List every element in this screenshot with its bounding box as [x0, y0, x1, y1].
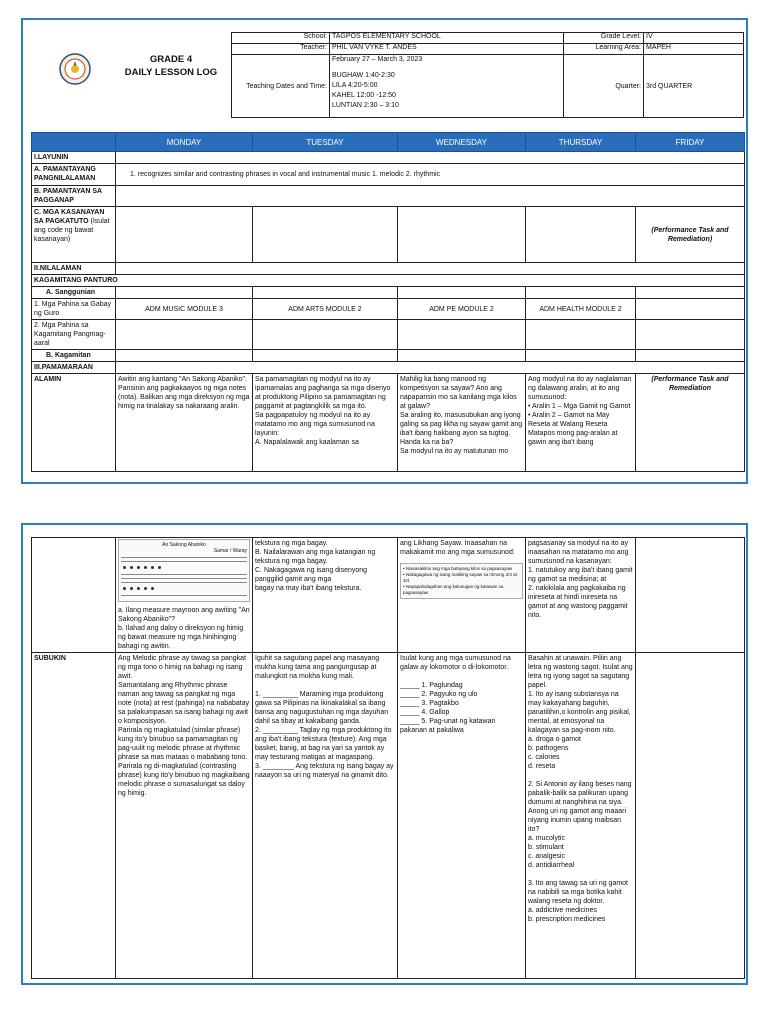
teacher-label: Teacher:	[232, 44, 330, 55]
song-credit: Samar / Waray	[213, 548, 247, 554]
row-sanggunian: A. Sanggunian	[32, 287, 116, 299]
school-label: School:	[232, 33, 330, 44]
music-staff	[121, 557, 247, 596]
quarter-label: Quarter:	[564, 55, 644, 118]
continued-wednesday-text: ang Likhang Sayaw. Inaasahan na makakamit mo ang mga sumusunod:	[400, 540, 515, 556]
continued-friday	[636, 538, 745, 653]
day-wednesday: WEDNESDAY	[398, 133, 526, 152]
module-health: ADM HEALTH MODULE 2	[526, 299, 636, 320]
objective-item: • Napapahalagahan ang kalusugan ng katawan sa pagsasayaw	[403, 584, 504, 595]
lesson-table	[31, 132, 745, 472]
learning-area-label: Learning Area:	[564, 44, 644, 55]
continued-tuesday: tekstura ng mga bagay. B. Nailalarawan ang mga katangian ng tekstura ng mga bagay. C. Nakagagawa ng isang disenyong panggilid gamit ang mga bagay na may iba't ibang tekstura.	[253, 538, 398, 653]
day-tuesday: TUESDAY	[253, 133, 398, 152]
teacher-value: PHIL VAN VYKE T. ANDES	[330, 44, 564, 55]
deped-seal-icon	[59, 53, 91, 85]
row-pamamaraan: III.PAMAMARAAN	[32, 362, 116, 374]
alamin-tuesday: Sa pamamagitan ng modyul na ito ay ipamamalas ang paghanga sa mga disenyo at produktong Pilipino sa pamamagitan ng paggamit at pagtangkilik sa mga ito. Sa pagpapatuloy ng modyul na ito ay matatamo mo ang mga sumusunod na layunin: A. Napalalawak ang kaalaman sa	[253, 374, 398, 472]
subukin-thursday: Basahin at unawain. Piliin ang letra ng wastong sagot. Isulat ang letra ng iyong sagot sa sagutang papel. 1. Ito ay isang substansya na may kakayahang baguhin, panatilihin,o kontrolin ang pisikal, mental, at emosyonal na kalagayan sa pag-inom nito. a. droga o gamot b. pathogens c. calories d. reseta 2. Si Antonio ay ilang beses nang pabalik-balik sa palikuran upang dumumi at nanghihina na siya. Anong uri ng gamot ang maaari niyang inumin upang maibsan ito? a. mucolytic b. stimulant c. analgesic d. antidiarrheal 3. Ito ang tawag sa uri ng gamot na nabibili sa mga botika kahit walang reseta ng doktor. a. addictive medicines b. prescription medicines	[526, 653, 636, 979]
row-kagamitan: B. Kagamitan	[32, 350, 116, 362]
performance-task-note: (Performance Task and Remediation)	[636, 207, 745, 263]
module-pe: ADM PE MODULE 2	[398, 299, 526, 320]
header-table	[231, 32, 744, 118]
school-value: TAGPOS ELEMENTARY SCHOOL	[330, 33, 564, 44]
objective-item: • Nakagagawa ng isang maikling sayaw sa ritmong 2/4 at 3/4	[403, 572, 517, 583]
continued-wednesday	[398, 538, 526, 653]
log-title: DAILY LESSON LOG	[124, 67, 218, 78]
performance-task-note-2: (Performance Task and Remediation	[636, 374, 745, 472]
row-nilalaman: II.NILALAMAN	[32, 263, 116, 275]
row-gabay-guro: 1. Mga Pahina sa Gabay ng Guro	[32, 299, 116, 320]
alamin-wednesday: Mahilig ka bang manood ng kompetisyon sa sayaw? Ano ang napapansin mo sa kanilang mga kilos at galaw? Sa araling ito, masusubukan ang iyong galing sa pag likha ng sayaw gamit ang iba't ibang hakbang ayon sa tugtog. Handa ka na ba? Sa modyul na ito ay matutunan mo	[398, 374, 526, 472]
objectives-box	[400, 563, 523, 599]
row-kagamitan-pangmagaaral: 2. Mga Pahina sa Kagamitang Pangmag-aaral	[32, 320, 116, 350]
continued-monday-text: a. Ilang measure mayroon ang awiting "An Sakong Abaniko"? b. Ilahad ang daloy o direksyon ng himig ng bawat measure ng mga hinihinging bahagi ng awitin.	[118, 607, 250, 650]
subukin-wednesday: Isulat kung ang mga sumusunod na galaw ay lokomotor o di-lokomotor. _____ 1. Paglundag _____ 2. Pagyuko ng ulo _____ 3. Pagtakbo _____ 4. Gallop _____ 5. Pag-unat ng katawan pakanan at pakaliwa	[398, 653, 526, 979]
kasanayan-note: (Isulat ang code ng bawat kasanayan)	[34, 218, 110, 243]
subukin-monday: Ang Melodic phrase ay tawag sa pangkat ng mga tono o himig na bahagi ng isang awit. Samantalang ang Rhythmic phrase naman ang tawag sa pangkat ng mga note (nota) at rest (pahinga) na nababatay sa palakumpasan sa isang bahagi ng awit o komposisyon. Parirala ng magkatulad (similar phrase) kung ito'y binubuo sa pamamagitan ng pag-uulit ng melodic phrase at rhythmic phrase sa mas mataas o mababang tono. Parirala ng di-magkatulad (contrasting phrase) kung ito'y binubuo ng magkaibang melodic phrase o sumasalungat sa daloy ng himig.	[116, 653, 253, 979]
song-sheet	[118, 539, 250, 602]
subukin-tuesday: Iguhit sa sagutang papel ang masayang mukha kung tama ang pangungusap at malungkot na mukha kung mali. 1. _________ Maraming mga produktong gawa sa Pilipinas na ikinakalakal sa ibang bansa ang nagugustuhan ng mga dayuhan dahil sa tibay at kakaibang ganda. 2. _________ Taglay ng mga produktong ito ang iba't ibang tekstura (texture). Ang mga basket, banig, at bag na yari sa yantok ay may testurang matigas at magaspang. 3. ________ Ang tekstura ng isang bagay ay naaayon sa uri ng materyal na ginamit dito.	[253, 653, 398, 979]
row-kagamitang-panturo: KAGAMITANG PANTURO	[32, 275, 745, 287]
lesson-log-page-1	[21, 18, 748, 484]
day-thursday: THURSDAY	[526, 133, 636, 152]
row-pangnilalaman: A. PAMANTAYANG PANGNILALAMAN	[32, 164, 116, 186]
dates-label: Teaching Dates and Time:	[232, 55, 330, 118]
day-header-row	[32, 133, 745, 152]
section-time: LILA 4:20-5:00	[332, 82, 378, 89]
day-friday: FRIDAY	[636, 133, 745, 152]
row-alamin: ALAMIN	[32, 374, 116, 472]
row-subukin: SUBUKIN	[32, 653, 116, 979]
grade-level-value: IV	[644, 33, 744, 44]
corner-cell	[32, 133, 116, 152]
lesson-table-continued	[31, 537, 745, 979]
row-kasanayan	[32, 207, 116, 263]
dates-cell	[330, 55, 564, 118]
continued-monday	[116, 538, 253, 653]
module-music: ADM MUSIC MODULE 3	[116, 299, 253, 320]
kasanayan-label: C. MGA KASANAYAN SA PAGKATUTO	[34, 209, 105, 225]
continued-thursday: pagsasanay sa modyul na ito ay inaasahan na matatamo mo ang sumusunod na kasanayan: 1. natutukoy ang iba't ibang gamit ng gamot sa medisina; at 2. nakikilala ang pagkakaiba ng inireseta at hindi inireseta na gamot at ang wastong paggamit nito.	[526, 538, 636, 653]
log-header	[31, 28, 744, 141]
row-pagganap: B. PAMANTAYAN SA PAGGANAP	[32, 186, 116, 207]
dates-value: February 27 – March 3, 2023	[332, 56, 423, 63]
module-arts: ADM ARTS MODULE 2	[253, 299, 398, 320]
section-time: BUGHAW 1:40-2:30	[332, 72, 395, 79]
quarter-value: 3rd QUARTER	[644, 55, 744, 118]
learning-area-value: MAPEH	[644, 44, 744, 55]
song-title: An Sakong Abaniko	[162, 542, 206, 548]
grade-label: GRADE 4	[149, 54, 193, 65]
grade-title	[101, 53, 241, 79]
day-monday: MONDAY	[116, 133, 253, 152]
pangnilalaman-text: 1. recognizes similar and contrasting phrases in vocal and instrumental music 1. melodic 2. rhythmic	[116, 164, 745, 186]
grade-level-label: Grade Level:	[564, 33, 644, 44]
alamin-monday: Awitin ang kantang "An Sakong Abaniko". Pansinin ang pagkakaayos ng mga notes (nota). Balikan ang mga direksyon ng mga himig na tinalakay sa nakaraang aralin.	[116, 374, 253, 472]
subukin-friday	[636, 653, 745, 979]
objective-item: • Naisasakilos ang mga batayang kilos sa pagsasayaw	[403, 566, 513, 571]
alamin-thursday: Ang modyul na ito ay naglalaman ng dalawang aralin, at ito ang sumusunod: • Aralin 1 – Mga Gamit ng Gamot • Aralin 2 – Gamot na May Reseta at Walang Reseta Matapos mong pag-aralan at gawin ang iba't ibang	[526, 374, 636, 472]
lesson-log-page-2	[21, 523, 748, 985]
row-layunin: I.LAYUNIN	[32, 152, 116, 164]
continued-label-cell	[32, 538, 116, 653]
section-time: KAHEL 12:00 -12:50	[332, 92, 396, 99]
section-time: LUNTIAN 2:30 – 3:10	[332, 102, 399, 109]
